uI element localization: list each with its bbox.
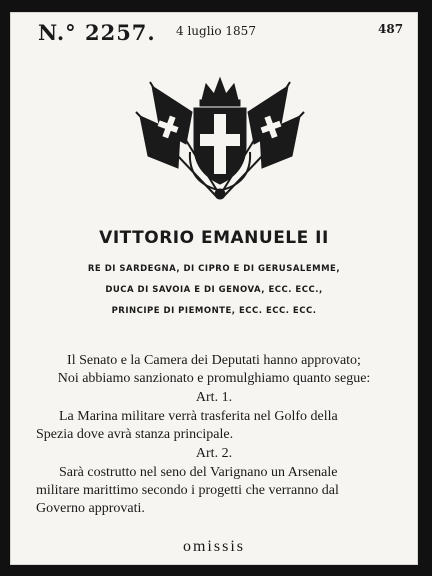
king-name-heading: VITTORIO EMANUELE II bbox=[99, 228, 329, 248]
document-page bbox=[10, 12, 418, 565]
page-number: 487 bbox=[378, 22, 404, 36]
article-heading: Art. 1. bbox=[195, 390, 233, 405]
royal-title-line: DUCA DI SAVOIA E DI GENOVA, ECC. ECC., bbox=[105, 285, 323, 295]
article-text-line: Governo approvati. bbox=[36, 501, 145, 516]
savoy-coat-of-arms-icon bbox=[130, 72, 310, 212]
law-date: 4 luglio 1857 bbox=[176, 24, 256, 38]
royal-title-line: RE DI SARDEGNA, DI CIPRO E DI GERUSALEMME, bbox=[87, 264, 341, 274]
article-text-line: militare marittimo secondo i progetti che verranno dal bbox=[36, 483, 339, 498]
preamble-line: Il Senato e la Camera dei Deputati hanno approvato; bbox=[67, 353, 361, 368]
article-text-line: La Marina militare verrà trasferita nel Golfo della bbox=[59, 409, 338, 424]
article-text-line: Spezia dove avrà stanza principale. bbox=[36, 427, 234, 442]
law-number: N.° 2257. bbox=[38, 20, 156, 45]
royal-title-line: PRINCIPE DI PIEMONTE, ECC. ECC. ECC. bbox=[111, 306, 317, 316]
article-text-line: Sarà costrutto nel seno del Varignano un Arsenale bbox=[59, 465, 338, 480]
article-heading: Art. 2. bbox=[195, 446, 233, 461]
preamble-line: Noi abbiamo sanzionato e promulghiamo quanto segue: bbox=[57, 371, 371, 386]
omissis-note: omissis bbox=[182, 538, 245, 555]
